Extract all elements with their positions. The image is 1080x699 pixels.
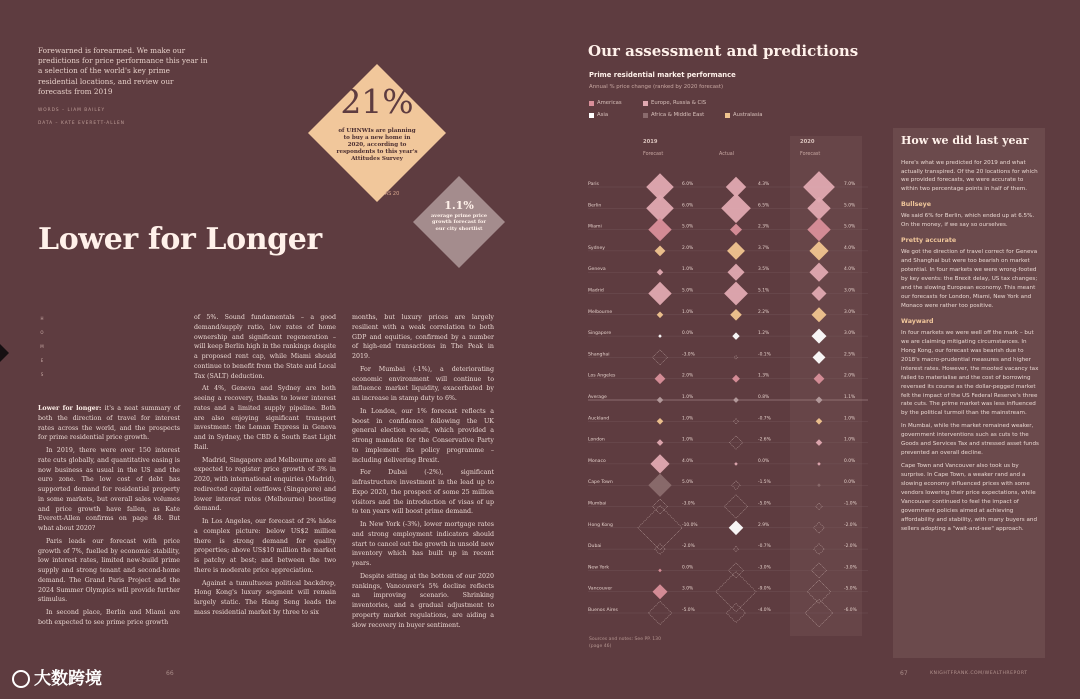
value-label: -2.0% bbox=[844, 522, 857, 528]
value-label: 4.0% bbox=[844, 245, 856, 251]
value-diamond bbox=[653, 584, 668, 599]
value-diamond bbox=[648, 282, 671, 305]
value-label: -2.6% bbox=[758, 437, 771, 443]
value-label: 3.0% bbox=[844, 288, 856, 294]
watermark-icon bbox=[12, 670, 30, 688]
value-label: 1.2% bbox=[758, 331, 770, 337]
value-diamond bbox=[650, 454, 669, 473]
value-label: 2.5% bbox=[844, 352, 856, 358]
paragraph: Lower for longer: it's a neat summary of both the direction of travel for interest rates across the world, and the prospects for prime residential price growth. bbox=[38, 405, 180, 442]
paragraph: For Dubai (-2%), significant infrastructure investment in the lead up to Expo 2020, the prospect of some 25 million visitors and the introduction of visas of up to ten years will boost prime demand. bbox=[352, 469, 494, 516]
section-tag-letter: E bbox=[40, 358, 44, 363]
value-diamond bbox=[657, 439, 664, 446]
city-label: Vancouver bbox=[588, 586, 613, 592]
legend-swatch bbox=[643, 113, 648, 118]
value-diamond bbox=[814, 373, 825, 384]
value-label: 5.0% bbox=[844, 224, 856, 230]
value-diamond bbox=[812, 307, 827, 322]
value-label: -1.0% bbox=[844, 501, 857, 507]
value-label: -3.0% bbox=[758, 565, 771, 571]
value-label: 1.0% bbox=[682, 416, 694, 422]
city-label: Miami bbox=[588, 224, 602, 230]
sidebar-heading-wayward: Wayward bbox=[901, 317, 934, 325]
article-title: Lower for Longer bbox=[38, 222, 322, 257]
city-label: Hong Kong bbox=[588, 522, 613, 528]
value-label: 0.8% bbox=[758, 395, 770, 400]
city-label: Cape Town bbox=[588, 480, 613, 486]
section-tag-letter: H bbox=[40, 316, 44, 321]
value-diamond bbox=[721, 193, 751, 223]
value-diamond bbox=[655, 246, 666, 257]
section-tag bbox=[39, 312, 45, 382]
value-diamond bbox=[658, 569, 662, 573]
value-label: 3.0% bbox=[844, 331, 856, 337]
city-label: Auckland bbox=[588, 416, 610, 422]
value-diamond bbox=[732, 332, 739, 339]
city-label: Singapore bbox=[588, 331, 612, 337]
paragraph: In New York (-3%), lower mortgage rates and strong employment indicators should start to cancel out the growth in unsold new inventory which has built up in recent years. bbox=[352, 521, 494, 567]
value-label: 5.1% bbox=[758, 288, 770, 294]
legend-swatch bbox=[589, 113, 594, 118]
value-label: -0.7% bbox=[758, 416, 771, 422]
city-label: Dubai bbox=[588, 544, 602, 550]
city-label: Monaco bbox=[588, 458, 606, 464]
paragraph: In 2019, there were over 150 interest rate cuts globally, and quantitative easing is now business as usual in the US and the euro zone. The low cost of debt has supported demand for residential property in some markets, but overall sales volumes and price growth have fallen, as Kate Everett-Allen confirms on page 48. But what about 2020? bbox=[38, 447, 180, 532]
paragraph: Against a tumultuous political backdrop, Hong Kong's luxury segment will remain largely static. The Hang Seng leads the mass residential market by three to six bbox=[194, 579, 336, 616]
city-label: Sydney bbox=[588, 245, 606, 251]
value-diamond bbox=[724, 282, 748, 306]
stat1-text: of UHNWIs are planning to buy a new home in 2020, according to respondents to this year's Attitudes Survey bbox=[336, 128, 418, 162]
value-diamond bbox=[809, 241, 828, 260]
value-diamond bbox=[732, 375, 740, 383]
value-label: 5.0% bbox=[682, 288, 694, 294]
page-number-right: 67 bbox=[900, 670, 908, 677]
value-diamond bbox=[657, 312, 664, 319]
footer-url: KNIGHTFRANK.COM/WEALTHREPORT bbox=[930, 671, 1028, 676]
value-diamond bbox=[809, 263, 828, 282]
value-diamond bbox=[817, 462, 821, 466]
forecast-2019-header: Forecast bbox=[643, 152, 664, 157]
value-label: 1.3% bbox=[758, 373, 770, 379]
stat2-text: average prime price growth forecast for our city shortlist bbox=[430, 213, 488, 232]
diamond-chart bbox=[582, 170, 872, 630]
value-label: 5.0% bbox=[682, 480, 694, 486]
sidebar-title: How we did last year bbox=[901, 134, 1029, 147]
value-diamond bbox=[729, 521, 744, 536]
value-label: 2.9% bbox=[758, 522, 770, 528]
sidebar-paragraph: In Mumbai, while the market remained weaker, government interventions such as cuts to the Goods and Services Tax and stressed asset funds prevented an overall decline. bbox=[901, 423, 1039, 457]
value-label: 4.0% bbox=[682, 458, 694, 464]
city-label: Berlin bbox=[588, 203, 602, 209]
actual-2019-header: Actual bbox=[719, 152, 735, 157]
legend-item: Asia bbox=[589, 112, 608, 118]
value-diamond bbox=[648, 474, 671, 497]
article-column-2 bbox=[194, 313, 336, 621]
value-diamond bbox=[813, 351, 826, 364]
value-label: -5.0% bbox=[758, 501, 771, 507]
value-label: -5.0% bbox=[844, 586, 857, 592]
value-label: 1.0% bbox=[844, 416, 856, 422]
value-label: -9.0% bbox=[758, 586, 771, 592]
sidebar-paragraph: In four markets we were well off the mark – but we are claiming mitigating circumstances. In Hong Kong, our forecast was bearish due to 2018's macro-prudential measures and higher interest rates. However, the mooted vacancy tax failed to materialise and the cost of borrowing reversed its course as the dollar-pegged market felt the impact of the US Federal Reserve's three rate cuts. The prime market was less influenced by the political turmoil than the mainstream. bbox=[901, 329, 1039, 417]
year-2020-header: 2020 bbox=[800, 139, 815, 145]
value-label: -2.0% bbox=[844, 544, 857, 550]
value-diamond bbox=[655, 373, 666, 384]
article-column-3 bbox=[352, 313, 494, 633]
value-diamond bbox=[807, 218, 830, 241]
value-label: 3.5% bbox=[758, 267, 770, 273]
city-label: Mumbai bbox=[588, 501, 607, 507]
legend-item: Americas bbox=[589, 100, 622, 106]
value-label: -3.0% bbox=[682, 501, 695, 507]
value-diamond bbox=[730, 309, 742, 321]
data-credit: DATA – KATE EVERETT-ALLEN bbox=[38, 121, 125, 126]
city-label: Shanghai bbox=[588, 352, 610, 358]
city-label: Melbourne bbox=[588, 309, 613, 315]
sidebar-heading-accurate: Pretty accurate bbox=[901, 237, 957, 245]
stat2-value: 1.1% bbox=[444, 199, 474, 212]
value-label: 0.0% bbox=[758, 458, 770, 464]
value-label: 0.0% bbox=[844, 458, 856, 464]
value-label: 2.0% bbox=[844, 373, 856, 379]
sidebar-paragraph: We said 6% for Berlin, which ended up at 6.5%. On the money, if we say so ourselves. bbox=[901, 213, 1035, 229]
words-credit: WORDS – LIAM BAILEY bbox=[38, 108, 106, 113]
value-label: 1.0% bbox=[682, 267, 694, 273]
legend-item: Europe, Russia & CIS bbox=[643, 100, 706, 106]
value-diamond bbox=[657, 418, 664, 425]
legend-swatch bbox=[589, 101, 594, 106]
value-diamond bbox=[817, 483, 821, 487]
value-label: 1.0% bbox=[844, 437, 856, 443]
city-label: Los Angeles bbox=[588, 373, 616, 379]
value-label: 0.0% bbox=[844, 480, 856, 486]
paragraph: of 5%. Sound fundamentals – a good demand/supply ratio, low rates of home ownership and significant regeneration – will keep Berlin high in the rankings despite a proposed rent cap, while Miami should continue to benefit from the State and Local Tax (SALT) deduction. bbox=[194, 314, 336, 380]
legend-swatch bbox=[725, 113, 730, 118]
value-label: 0.0% bbox=[682, 565, 694, 571]
sources-note: Sources and notes: See PP. 130 (page 46) bbox=[589, 637, 662, 649]
sidebar-paragraph: Cape Town and Vancouver also took us by surprise. In Cape Town, a weaker rand and a slowing economy influenced prices with some vendors lowering their price expectations, while Vancouver continued to feel the impact of government policies aimed at achieving affordability and stability, with many buyers and sellers adopting a "wait-and-see" approach. bbox=[901, 463, 1038, 532]
legend-swatch bbox=[643, 101, 648, 106]
value-label: 6.5% bbox=[758, 203, 770, 209]
value-label: 6.0% bbox=[682, 203, 694, 209]
sidebar-content bbox=[901, 132, 1039, 538]
intro-text: Forewarned is forearmed. We make our predictions for price performance this year in a selection of the world's key prime residential locations, and review our forecasts from 2019 bbox=[38, 46, 208, 96]
value-label: 4.0% bbox=[844, 267, 856, 273]
value-diamond bbox=[657, 397, 664, 404]
paragraph: Madrid, Singapore and Melbourne are all expected to register price growth of 3% in 2020, with international enquiries (Madrid), redirected capital outflows (Singapore) and lower interest rates (Melbourne) boosting demand. bbox=[194, 456, 336, 513]
value-label: -1.5% bbox=[758, 480, 771, 486]
city-label: Paris bbox=[588, 182, 599, 187]
value-diamond bbox=[807, 197, 830, 220]
value-diamond bbox=[816, 439, 823, 446]
value-label: 5.0% bbox=[844, 203, 856, 209]
value-label: 2.2% bbox=[758, 309, 770, 315]
value-diamond bbox=[815, 396, 822, 403]
paragraph: In Los Angeles, our forecast of 2% hides a complex picture: below US$2 million there is strong demand for quality properties; above US$10 million the market is patchy at best; and between the two there is moderate price appreciation. bbox=[194, 518, 336, 574]
city-label: Madrid bbox=[588, 288, 604, 294]
paragraph: Despite sitting at the bottom of our 2020 rankings, Vancouver's 5% decline reflects an improving scenario. Shrinking inventories, and a gradual adjustment to property market regulations, are aiding a slow recovery in buyer sentiment. bbox=[352, 572, 494, 629]
value-diamond bbox=[730, 224, 742, 236]
value-label: 2.0% bbox=[682, 245, 694, 251]
paragraph: months, but luxury prices are largely resilient with a weak correlation to both GDP and equities, confirmed by a number of high-end transactions in The Peak in 2019. bbox=[352, 314, 494, 360]
value-diamond bbox=[648, 218, 671, 241]
article-column-1 bbox=[38, 404, 180, 631]
paragraph: For Mumbai (-1%), a deteriorating economic environment will continue to influence market liquidity, exacerbated by an increase in stamp duty to 6%. bbox=[352, 365, 494, 402]
value-diamond bbox=[734, 462, 738, 466]
value-label: -4.0% bbox=[758, 608, 771, 613]
paragraph: In London, our 1% forecast reflects a boost in confidence following the UK general election result, which provided a strong mandate for the Conservative Party to implement its policy programme – including delivering Brexit. bbox=[352, 407, 494, 464]
paragraph: In second place, Berlin and Miami are both expected to see prime price growth bbox=[38, 609, 180, 626]
year-2019-header: 2019 bbox=[643, 139, 658, 145]
watermark-logo: 大数跨境 bbox=[12, 664, 102, 689]
page-number-left: 66 bbox=[166, 670, 174, 677]
legend-item: Africa & Middle East bbox=[643, 112, 704, 118]
city-label: Buenos Aires bbox=[588, 608, 618, 613]
city-label: London bbox=[588, 437, 605, 443]
chart-title: Prime residential market performance bbox=[589, 71, 736, 79]
value-diamond bbox=[816, 418, 823, 425]
value-label: -5.0% bbox=[682, 608, 695, 613]
value-label: 1.0% bbox=[682, 309, 694, 315]
value-label: 4.3% bbox=[758, 182, 770, 187]
city-label: New York bbox=[588, 565, 610, 571]
sidebar-heading-bullseye: Bullseye bbox=[901, 201, 931, 209]
value-diamond bbox=[812, 286, 827, 301]
paragraph: At 4%, Geneva and Sydney are both seeing a recovery, thanks to lower interest rates and a limited supply pipeline. Both are also enjoying significant transport investment: the Leman Express in Geneva and in Sydney, the CBD & South East Light Rail. bbox=[194, 385, 336, 451]
legend-item: Australasia bbox=[725, 112, 762, 118]
value-label: 5.0% bbox=[682, 224, 694, 230]
value-diamond bbox=[658, 334, 662, 338]
value-diamond bbox=[733, 397, 739, 403]
value-label: 6.0% bbox=[682, 182, 694, 187]
value-label: 2.3% bbox=[758, 224, 770, 230]
value-label: 1.1% bbox=[844, 395, 856, 400]
forecast-2020-header: Forecast bbox=[800, 152, 821, 157]
value-label: 3.0% bbox=[844, 309, 856, 315]
value-label: 1.0% bbox=[682, 395, 694, 400]
page-edge-arrow bbox=[0, 344, 9, 362]
section-title: Our assessment and predictions bbox=[588, 42, 859, 60]
value-label: -0.7% bbox=[758, 544, 771, 550]
city-label: Geneva bbox=[588, 267, 606, 273]
stat2-reference: AS 20 bbox=[384, 191, 400, 197]
value-diamond bbox=[812, 329, 827, 344]
value-label: 7.0% bbox=[844, 182, 856, 187]
value-label: -0.1% bbox=[758, 352, 771, 358]
value-label: -2.0% bbox=[682, 544, 695, 550]
stat1-value: 21% bbox=[340, 82, 414, 121]
value-label: -10.0% bbox=[682, 522, 698, 528]
value-diamond bbox=[727, 242, 745, 260]
value-diamond bbox=[657, 269, 664, 276]
paragraph: Paris leads our forecast with price growth of 7%, fuelled by economic stability, low interest rates, limited new-build prime supply and strong tenant and second-home demand. The Grand Paris Project and the 2024 Summer Olympics will provide further stimulus. bbox=[38, 537, 180, 604]
value-label: 3.7% bbox=[758, 245, 770, 251]
sidebar-paragraph: We got the direction of travel correct for Geneva and Shanghai but were too bearish on market potential. In four markets we were wrong-footed by key events: the Brexit delay, US tax changes; and the slowing European economy. This meant our forecasts for London, Miami, New York and Monaco were rather too positive. bbox=[901, 249, 1038, 309]
city-label: Average bbox=[588, 395, 607, 400]
section-tag-letter: S bbox=[40, 372, 44, 377]
value-label: 2.0% bbox=[682, 373, 694, 379]
value-label: 0.0% bbox=[682, 331, 694, 337]
section-tag-letter: O bbox=[40, 330, 44, 335]
sidebar-intro: Here's what we predicted for 2019 and what actually transpired. Of the 20 locations for which we provided forecasts, we were accurate to within two percentage points in half of them. bbox=[901, 159, 1038, 193]
value-label: -3.0% bbox=[844, 565, 857, 571]
value-label: 3.0% bbox=[682, 586, 694, 592]
value-diamond bbox=[727, 264, 744, 281]
value-label: -6.0% bbox=[844, 608, 857, 613]
chart-subtitle: Annual % price change (ranked by 2020 forecast) bbox=[589, 84, 724, 90]
section-tag-letter: M bbox=[40, 344, 44, 349]
value-label: 1.0% bbox=[682, 437, 694, 443]
value-label: -3.0% bbox=[682, 352, 695, 358]
